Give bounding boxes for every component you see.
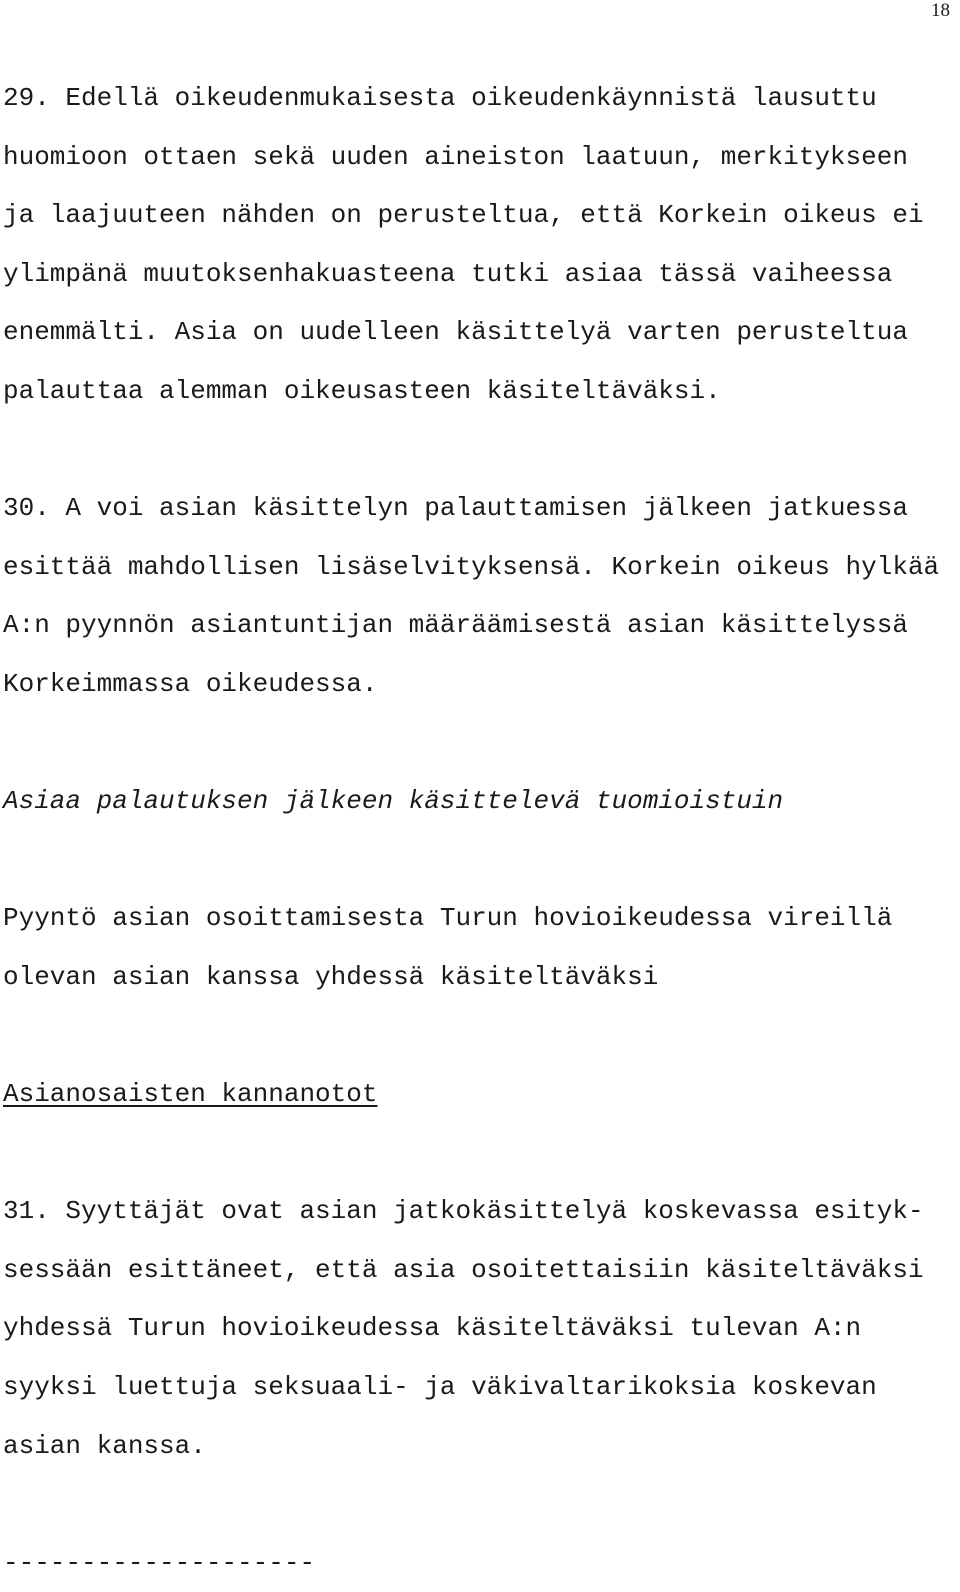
paragraph-line: ylimpänä muutoksenhakuasteena tutki asiaa tässä vaiheessa <box>3 258 893 289</box>
paragraph-line: esittää mahdollisen lisäselvityksensä. Korkein oikeus hylkää <box>3 551 940 582</box>
paragraph-line: ja laajuuteen nähden on perusteltua, että Korkein oikeus ei <box>3 200 924 231</box>
blank-line <box>3 1475 953 1534</box>
paragraph-30 <box>3 479 953 713</box>
blank-line <box>3 714 953 773</box>
document-body <box>3 69 953 1592</box>
section-request <box>3 889 953 1006</box>
footnote-separator: -------------------- <box>3 1547 316 1578</box>
paragraph-line: 31. Syyttäjät ovat asian jatkokäsittelyä koskevassa esityk- <box>3 1196 924 1227</box>
blank-line <box>3 1007 953 1066</box>
paragraph-line: A:n pyynnön asiantuntijan määräämisestä asian käsittelyssä <box>3 610 908 641</box>
blank-line <box>3 1124 953 1183</box>
paragraph-line: huomioon ottaen sekä uuden aineiston laatuun, merkitykseen <box>3 141 908 172</box>
section-line: Pyyntö asian osoittamisesta Turun hovioikeudessa vireillä <box>3 903 893 934</box>
paragraph-line: sessään esittäneet, että asia osoitettaisiin käsiteltäväksi <box>3 1254 924 1285</box>
paragraph-line: palauttaa alemman oikeusasteen käsiteltäväksi. <box>3 375 721 406</box>
paragraph-line: 29. Edellä oikeudenmukaisesta oikeudenkäynnistä lausuttu <box>3 83 877 113</box>
page-number: 18 <box>931 0 950 21</box>
paragraph-line: enemmälti. Asia on uudelleen käsittelyä varten perusteltua <box>3 317 908 348</box>
paragraph-line: yhdessä Turun hovioikeudessa käsiteltäväksi tulevan A:n <box>3 1313 862 1344</box>
paragraph-31 <box>3 1182 953 1475</box>
section-heading-underlined: Asianosaisten kannanotot <box>3 1079 378 1110</box>
paragraph-line: asian kanssa. <box>3 1430 206 1461</box>
paragraph-line: 30. A voi asian käsittelyn palauttamisen jälkeen jatkuessa <box>3 493 908 524</box>
section-line: olevan asian kanssa yhdessä käsiteltäväksi <box>3 961 659 992</box>
paragraph-29 <box>3 69 953 421</box>
blank-line <box>3 831 953 890</box>
blank-line <box>3 421 953 480</box>
section-heading-italic: Asiaa palautuksen jälkeen käsittelevä tuomioistuin <box>3 786 784 817</box>
paragraph-line: syyksi luettuja seksuaali- ja väkivaltarikoksia koskevan <box>3 1372 877 1403</box>
paragraph-line: Korkeimmassa oikeudessa. <box>3 668 378 699</box>
